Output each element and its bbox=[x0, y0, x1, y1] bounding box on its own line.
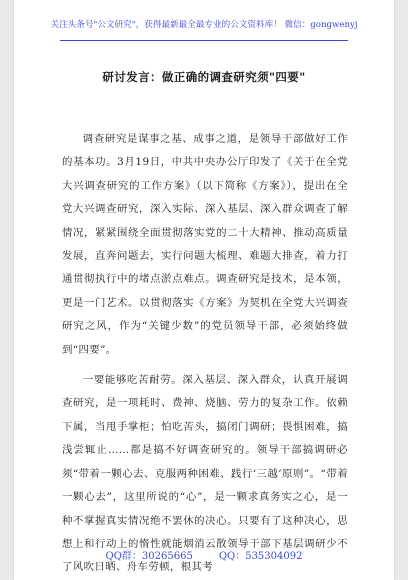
page-header: 关注头条号"公文研究"，获得最新最全最专业的公文资料库！ 微信：gongwenyj bbox=[50, 20, 358, 30]
header-divider bbox=[60, 40, 348, 41]
document-body bbox=[62, 128, 348, 580]
qq-group-number: QQ群：30265665 bbox=[105, 551, 193, 562]
document-page bbox=[14, 0, 394, 580]
page-footer bbox=[14, 547, 394, 562]
paragraph: 调查研究是谋事之基、成事之道，是领导干部做好工作的基本功。3月19日，中共中央办公厅印发了《关于在全党大兴调查研究的工作方案》（以下简称《方案》），提出在全党大兴调查研究，深入实际、深入基层、深入群众调查了解情况，紧紧围绕全面贯彻落实党的二十大精神、推动高质量发展，直奔问题去，实行问题大梳理、难题大排查，着力打通贯彻执行中的堵点淤点难点。调查研究是技术，是本领，更是一门艺术。以贯彻落实《方案》为契机在全党大兴调查研究之风，作为“关键少数”的党员领导干部，必须始终做到“四要”。 bbox=[62, 133, 348, 356]
qq-number: QQ：535304092 bbox=[218, 551, 303, 562]
document-title: 研讨发言：做正确的调查研究须"四要" bbox=[102, 70, 306, 84]
paragraph: 一要能够吃苦耐劳。深入基层、深入群众，认真开展调查研究，是一项耗时、费神、烧脑、劳力的复杂工作。依赖下属，当甩手掌柜；怕吃苦头，搞闭门调研；畏惧困难，搞浅尝辄止……都是搞不好调查研究的。领导干部搞调研必须“带着一颗心去、克服两种困难、践行‘三越’原则”。“带着一颗心去”，这里所说的“心”，是一颗求真务实之心，是一种不掌握真实情况绝不罢休的决心。只要有了这种决心，思想上和行动上的惰性就能烟消云散领导干部下基层调研少不了风吹日晒、舟车劳顿，根其考 bbox=[62, 374, 348, 574]
